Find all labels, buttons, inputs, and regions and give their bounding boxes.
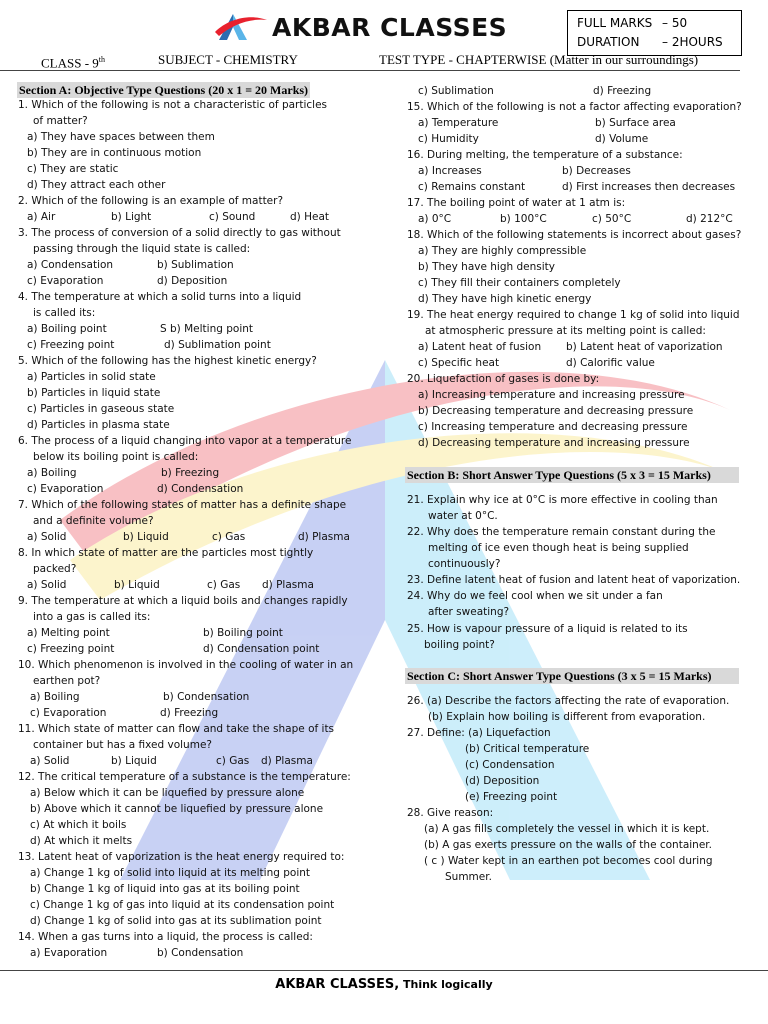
akbar-logo-icon (213, 10, 269, 44)
q3-text: 3. The process of conversion of a solid directly to gas without (18, 227, 341, 239)
q27-item-d: (d) Deposition (465, 775, 540, 787)
q1-text-cont: of matter? (33, 115, 88, 127)
q12-option-c: c) At which it boils (30, 819, 127, 831)
q7-option-b: b) Liquid (123, 531, 169, 543)
q13-option-a: a) Change 1 kg of solid into liquid at its melting point (30, 867, 311, 879)
q12-option-b: b) Above which it cannot be liquefied by pressure alone (30, 803, 324, 815)
q17-text: 17. The boiling point of water at 1 atm is: (407, 197, 626, 209)
q25-text-cont: boiling point? (424, 639, 495, 651)
q8-option-c: c) Gas (207, 579, 241, 591)
q6-option-b: b) Freezing (161, 467, 220, 479)
q8-option-a: a) Solid (27, 579, 67, 591)
q4-option-a: a) Boiling point (27, 323, 107, 335)
q20-option-d: d) Decreasing temperature and increasing pressure (418, 437, 690, 449)
q15-option-a: a) Temperature (418, 117, 499, 129)
q12-option-a: a) Below which it can be liquefied by pressure alone (30, 787, 305, 799)
q19-text-cont: at atmospheric pressure at its melting point is called: (425, 325, 706, 337)
q14-text: 14. When a gas turns into a liquid, the process is called: (18, 931, 313, 943)
q10-option-c: c) Evaporation (30, 707, 107, 719)
q9-text-cont: into a gas is called its: (33, 611, 151, 623)
q11-text-cont: container but has a fixed volume? (33, 739, 212, 751)
q2-option-d: d) Heat (290, 211, 330, 223)
q28-item-c-cont: Summer. (445, 871, 492, 883)
q1-option-c: c) They are static (27, 163, 119, 175)
q19-option-d: d) Calorific value (566, 357, 655, 369)
q4-option-b: S b) Melting point (160, 323, 254, 335)
q20-option-a: a) Increasing temperature and increasing pressure (418, 389, 685, 401)
q2-option-c: c) Sound (209, 211, 256, 223)
q5-option-c: c) Particles in gaseous state (27, 403, 175, 415)
q1-option-b: b) They are in continuous motion (27, 147, 202, 159)
q19-option-b: b) Latent heat of vaporization (566, 341, 723, 353)
q11-text: 11. Which state of matter can flow and take the shape of its (18, 723, 335, 735)
marks-box (567, 10, 742, 56)
section-c-heading: Section C: Short Answer Type Questions (3 x 5 = 15 Marks) (405, 668, 739, 684)
q7-text-cont: and a definite volume? (33, 515, 154, 527)
q16-text: 16. During melting, the temperature of a substance: (407, 149, 683, 161)
q20-option-b: b) Decreasing temperature and decreasing pressure (418, 405, 694, 417)
header-divider (0, 70, 740, 71)
q15-option-b: b) Surface area (595, 117, 676, 129)
q4-option-d: d) Sublimation point (164, 339, 271, 351)
q24-text-cont: after sweating? (428, 606, 510, 618)
q1-option-d: d) They attract each other (27, 179, 166, 191)
q19-option-c: c) Specific heat (418, 357, 500, 369)
q27-item-c: (c) Condensation (465, 759, 555, 771)
q27-item-e: (e) Freezing point (465, 791, 558, 803)
q8-option-b: b) Liquid (114, 579, 160, 591)
q11-option-c: c) Gas (216, 755, 250, 767)
q17-option-b: b) 100°C (500, 213, 547, 225)
q6-text-cont: below its boiling point is called: (33, 451, 199, 463)
q23-text: 23. Define latent heat of fusion and latent heat of vaporization. (407, 574, 741, 586)
q18-option-c: c) They fill their containers completely (418, 277, 621, 289)
q17-option-c: c) 50°C (592, 213, 632, 225)
info-bar (0, 51, 740, 71)
section-a-heading: Section A: Objective Type Questions (20 x 1 = 20 Marks) (19, 83, 309, 97)
q5-option-d: d) Particles in plasma state (27, 419, 170, 431)
q5-text: 5. Which of the following has the highest kinetic energy? (18, 355, 317, 367)
q10-option-a: a) Boiling (30, 691, 80, 703)
q26-text-cont: (b) Explain how boiling is different from evaporation. (428, 711, 706, 723)
q15-text: 15. Which of the following is not a factor affecting evaporation? (407, 101, 742, 113)
q10-option-d: d) Freezing (160, 707, 219, 719)
q13-option-d: d) Change 1 kg of solid into gas at its sublimation point (30, 915, 322, 927)
q22-text-cont2: continuously? (428, 558, 501, 570)
q16-option-a: a) Increases (418, 165, 482, 177)
q19-option-a: a) Latent heat of fusion (418, 341, 542, 353)
q16-option-c: c) Remains constant (418, 181, 526, 193)
q21-text-cont: water at 0°C. (428, 510, 498, 522)
q9-option-b: b) Boiling point (203, 627, 283, 639)
q10-text-cont: earthen pot? (33, 675, 101, 687)
q13-text: 13. Latent heat of vaporization is the heat energy required to: (18, 851, 345, 863)
q6-option-c: c) Evaporation (27, 483, 104, 495)
q16-option-d: d) First increases then decreases (562, 181, 736, 193)
q7-option-a: a) Solid (27, 531, 67, 543)
q13-option-b: b) Change 1 kg of liquid into gas at its boiling point (30, 883, 300, 895)
q8-text-cont: packed? (33, 563, 77, 575)
test-type-info: TEST TYPE - CHAPTERWISE (Matter in our surroundings) (379, 52, 699, 67)
duration-value: – 2HOURS (662, 35, 723, 49)
q4-option-c: c) Freezing point (27, 339, 115, 351)
q21-text: 21. Explain why ice at 0°C is more effective in cooling than (407, 494, 718, 506)
q26-text: 26. (a) Describe the factors affecting the rate of evaporation. (407, 695, 730, 707)
q5-option-b: b) Particles in liquid state (27, 387, 161, 399)
q20-option-c: c) Increasing temperature and decreasing pressure (418, 421, 688, 433)
q28-item-c: ( c ) Water kept in an earthen pot becomes cool during (424, 855, 713, 867)
q5-option-a: a) Particles in solid state (27, 371, 156, 383)
q18-option-b: b) They have high density (418, 261, 556, 273)
q3-option-b: b) Sublimation (157, 259, 234, 271)
q28-item-b: (b) A gas exerts pressure on the walls of the container. (424, 839, 712, 851)
q1-text: 1. Which of the following is not a characteristic of particles (18, 99, 328, 111)
q11-option-b: b) Liquid (111, 755, 157, 767)
q14-option-a: a) Evaporation (30, 947, 108, 959)
q3-option-d: d) Deposition (157, 275, 228, 287)
q2-option-a: a) Air (27, 211, 56, 223)
q9-option-c: c) Freezing point (27, 643, 115, 655)
footer-divider (0, 970, 768, 971)
q6-option-a: a) Boiling (27, 467, 77, 479)
q7-text: 7. Which of the following states of matter has a definite shape (18, 499, 347, 511)
q17-option-a: a) 0°C (418, 213, 452, 225)
q14-option-c: c) Sublimation (418, 85, 494, 97)
q12-text: 12. The critical temperature of a substance is the temperature: (18, 771, 351, 783)
q18-option-d: d) They have high kinetic energy (418, 293, 592, 305)
q6-text: 6. The process of a liquid changing into vapor at a temperature (18, 435, 352, 447)
q9-option-d: d) Condensation point (203, 643, 320, 655)
footer-tagline: Think logically (399, 978, 493, 991)
q15-option-c: c) Humidity (418, 133, 479, 145)
q8-option-d: d) Plasma (262, 579, 314, 591)
q15-option-d: d) Volume (595, 133, 649, 145)
q14-option-b: b) Condensation (157, 947, 244, 959)
q3-text-cont: passing through the liquid state is called: (33, 243, 251, 255)
q14-option-d: d) Freezing (593, 85, 652, 97)
q25-text: 25. How is vapour pressure of a liquid is related to its (407, 623, 688, 635)
q24-text: 24. Why do we feel cool when we sit under a fan (407, 590, 663, 602)
footer (0, 977, 768, 992)
q28-item-a: (a) A gas fills completely the vessel in which it is kept. (424, 823, 710, 835)
q27-item-b: (b) Critical temperature (465, 743, 590, 755)
q1-option-a: a) They have spaces between them (27, 131, 215, 143)
q10-option-b: b) Condensation (163, 691, 250, 703)
q2-text: 2. Which of the following is an example of matter? (18, 195, 284, 207)
q10-text: 10. Which phenomenon is involved in the cooling of water in an (18, 659, 354, 671)
q4-text-cont: is called its: (33, 307, 96, 319)
q11-option-d: d) Plasma (261, 755, 313, 767)
q20-text: 20. Liquefaction of gases is done by: (407, 373, 600, 385)
q9-option-a: a) Melting point (27, 627, 110, 639)
duration-label: DURATION (577, 35, 640, 49)
q27-text: 27. Define: (a) Liquefaction (407, 727, 551, 739)
q2-option-b: b) Light (111, 211, 152, 223)
q7-option-c: c) Gas (212, 531, 246, 543)
subject-info: SUBJECT - CHEMISTRY (158, 52, 298, 67)
q12-option-d: d) At which it melts (30, 835, 133, 847)
brand-title: AKBAR CLASSES (272, 13, 508, 42)
q4-text: 4. The temperature at which a solid turns into a liquid (18, 291, 302, 303)
q18-text: 18. Which of the following statements is incorrect about gases? (407, 229, 742, 241)
q19-text: 19. The heat energy required to change 1 kg of solid into liquid (407, 309, 740, 321)
q17-option-d: d) 212°C (686, 213, 733, 225)
section-b-heading: Section B: Short Answer Type Questions (5 x 3 = 15 Marks) (405, 467, 739, 483)
q7-option-d: d) Plasma (298, 531, 350, 543)
q3-option-c: c) Evaporation (27, 275, 104, 287)
q6-option-d: d) Condensation (157, 483, 244, 495)
q16-option-b: b) Decreases (562, 165, 631, 177)
q11-option-a: a) Solid (30, 755, 70, 767)
q22-text: 22. Why does the temperature remain constant during the (407, 526, 716, 538)
q8-text: 8. In which state of matter are the particles most tightly (18, 547, 314, 559)
footer-brand: AKBAR CLASSES, (275, 977, 400, 992)
q3-option-a: a) Condensation (27, 259, 114, 271)
full-marks-value: – 50 (662, 16, 688, 30)
q22-text-cont: melting of ice even though heat is being supplied (428, 542, 689, 554)
class-info: CLASS - 9th (41, 55, 106, 71)
q28-text: 28. Give reason: (407, 807, 494, 819)
q9-text: 9. The temperature at which a liquid boils and changes rapidly (18, 595, 348, 607)
full-marks-label: FULL MARKS (577, 16, 653, 30)
q13-option-c: c) Change 1 kg of gas into liquid at its condensation point (30, 899, 335, 911)
q18-option-a: a) They are highly compressible (418, 245, 587, 257)
